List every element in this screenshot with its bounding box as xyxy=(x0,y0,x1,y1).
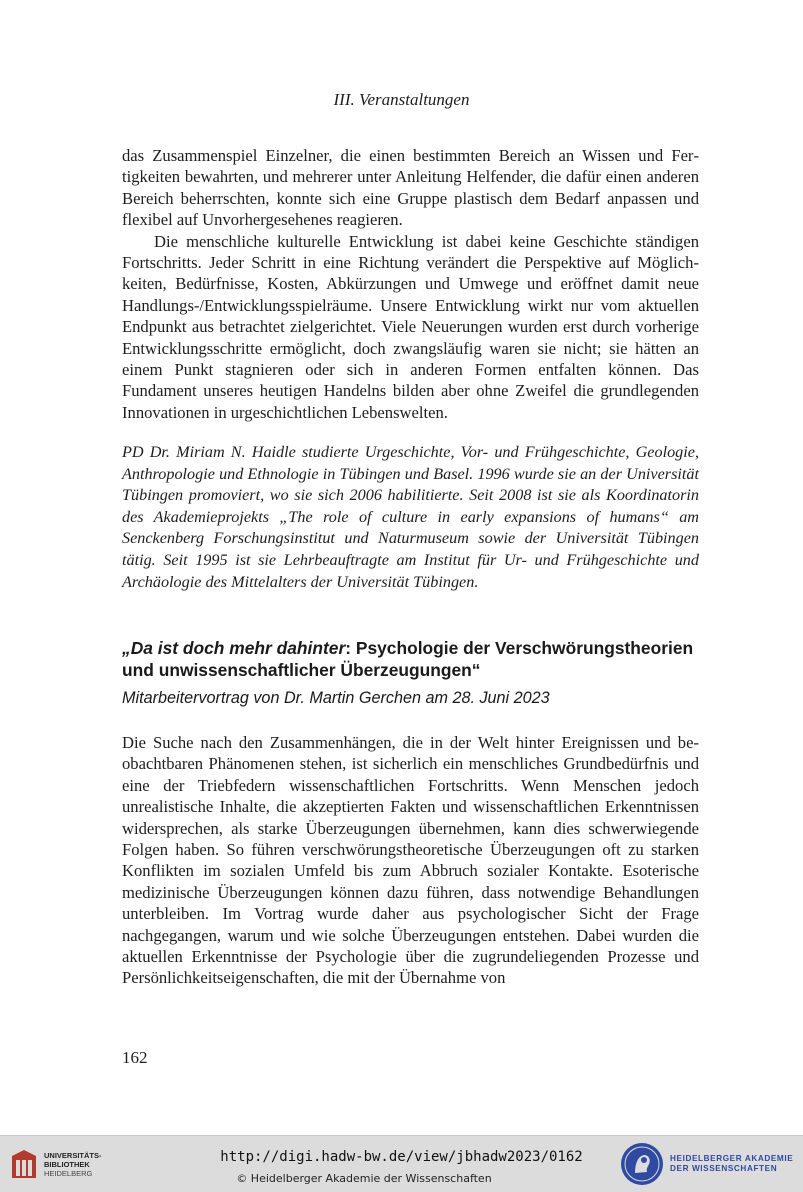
permalink-url[interactable]: http://digi.hadw-bw.de/view/jbhadw2023/0162 xyxy=(220,1149,583,1165)
author-bio: PD Dr. Miriam N. Haidle studierte Urgeschichte, Vor- und Frühgeschichte, Geologie, Anthropologie und Ethnologie in Tübingen und Basel. 1996 wurde sie an der Universität Tübingen promoviert, wo sie sich 2006 habilitierte. Seit 2008 ist sie als Koordinatorin des Akademieprojekts „The role of culture in early expansions of humans“ am Senckenberg Forschungsinstitut und Naturmuseum sowie der Universität Tübingen tätig. Seit 1995 ist sie Lehrbeauftragte am Institut für Ur- und Frühgeschichte und Archäologie des Mittelalters der Universität Tübingen. xyxy=(122,443,699,591)
section-title-italic: „Da ist doch mehr dahinter xyxy=(122,638,346,658)
footer-bar xyxy=(0,1135,803,1192)
section-paragraph: Die Suche nach den Zusammenhängen, die in der Welt hinter Ereignissen und beobachtbaren Phänomenen stehen, ist sicherlich ein menschliches Grundbedürfnis und eine der Triebfedern wissenschaftlichen Fortschritts. Wenn Menschen jedoch unrealistische Inhalte, die akzeptierten Fakten und wissenschaftlichen Erkenntnissen widersprechen, als starke Überzeugungen übernehmen, kann dies schwerwiegende Folgen haben. So führen verschwörungstheoretische Überzeugungen oft zu starken Konflikten im sozialen Umfeld bis zum Abbruch sozialer Kontakte. Esoterische medizinische Überzeugungen können dazu führen, dass notwendige Behandlungen unterbleiben. Im Vortrag wurde daher aus psychologischer Sicht der Frage nachgegangen, warum und wie solche Überzeugungen entstehen. Dabei wurden die aktuellen Erkenntnisse der Psychologie über die zugrundeliegenden Prozesse und Persönlichkeitseigenschaften, die mit der Übernahme von xyxy=(122,733,699,988)
body-text-top xyxy=(122,145,699,423)
page-number: 162 xyxy=(122,1048,148,1067)
academy-name xyxy=(670,1154,793,1174)
paragraph-2: Die menschliche kulturelle Entwicklung ist dabei keine Geschichte ständigen Fortschritts. Jeder Schritt in eine Richtung verändert die Perspektive auf Möglichkeiten, Bedürfnisse, Kosten, Abkürzungen und Umwege und eröffnet damit neue Handlungs-/Entwicklungsspielräume. Unsere Entwicklung wirkt nur vom aktuellen Endpunkt aus betrachtet zielgerichtet. Viele Neuerungen wurden erst durch vorherige Entwicklungsschritte ermöglicht, doch zwangsläufig waren sie nicht; sie hätten an einem Punkt stagnieren oder sich in anderen Formen entfalten können. Das Fundament unseres heutigen Handelns bilden aber ohne Zweifel die grundlegenden Innovationen in urgeschichtlichen Lebenswelten. xyxy=(122,231,699,422)
library-name-line-3: HEIDELBERG xyxy=(44,1169,93,1178)
section-subtitle: Mitarbeitervortrag von Dr. Martin Gerchen am 28. Juni 2023 xyxy=(122,689,550,707)
academy-name-line-2: DER WISSENSCHAFTEN xyxy=(670,1164,778,1173)
copyright-notice: © Heidelberger Akademie der Wissenschaften xyxy=(236,1172,492,1185)
section-title-rest: : Psychologie der Verschwörungstheorien und unwissenschaftlicher Überzeugungen“ xyxy=(122,638,694,680)
academy-name-line-1: HEIDELBERGER AKADEMIE xyxy=(670,1154,794,1163)
academy-logo[interactable] xyxy=(620,1142,800,1186)
library-name-line-1: UNIVERSITÄTS- xyxy=(44,1151,102,1160)
lecture-section xyxy=(122,637,699,989)
section-title xyxy=(122,637,699,681)
library-name-line-2: BIBLIOTHEK xyxy=(44,1160,90,1169)
author-bio-block xyxy=(122,442,699,593)
academy-seal-icon xyxy=(620,1142,664,1186)
running-head: III. Veranstaltungen xyxy=(333,90,470,109)
paragraph-1: das Zusammenspiel Einzelner, die einen bestimmten Bereich an Wissen und Fertigkeiten bewahrten, und mehrerer unter Anleitung Helfender, die dafür einen anderen Bereich beherrschten, konnte sich eine Gruppe plastisch dem Bedarf anpassen und flexibel auf Unvorhergesehenes reagieren. xyxy=(122,146,699,230)
